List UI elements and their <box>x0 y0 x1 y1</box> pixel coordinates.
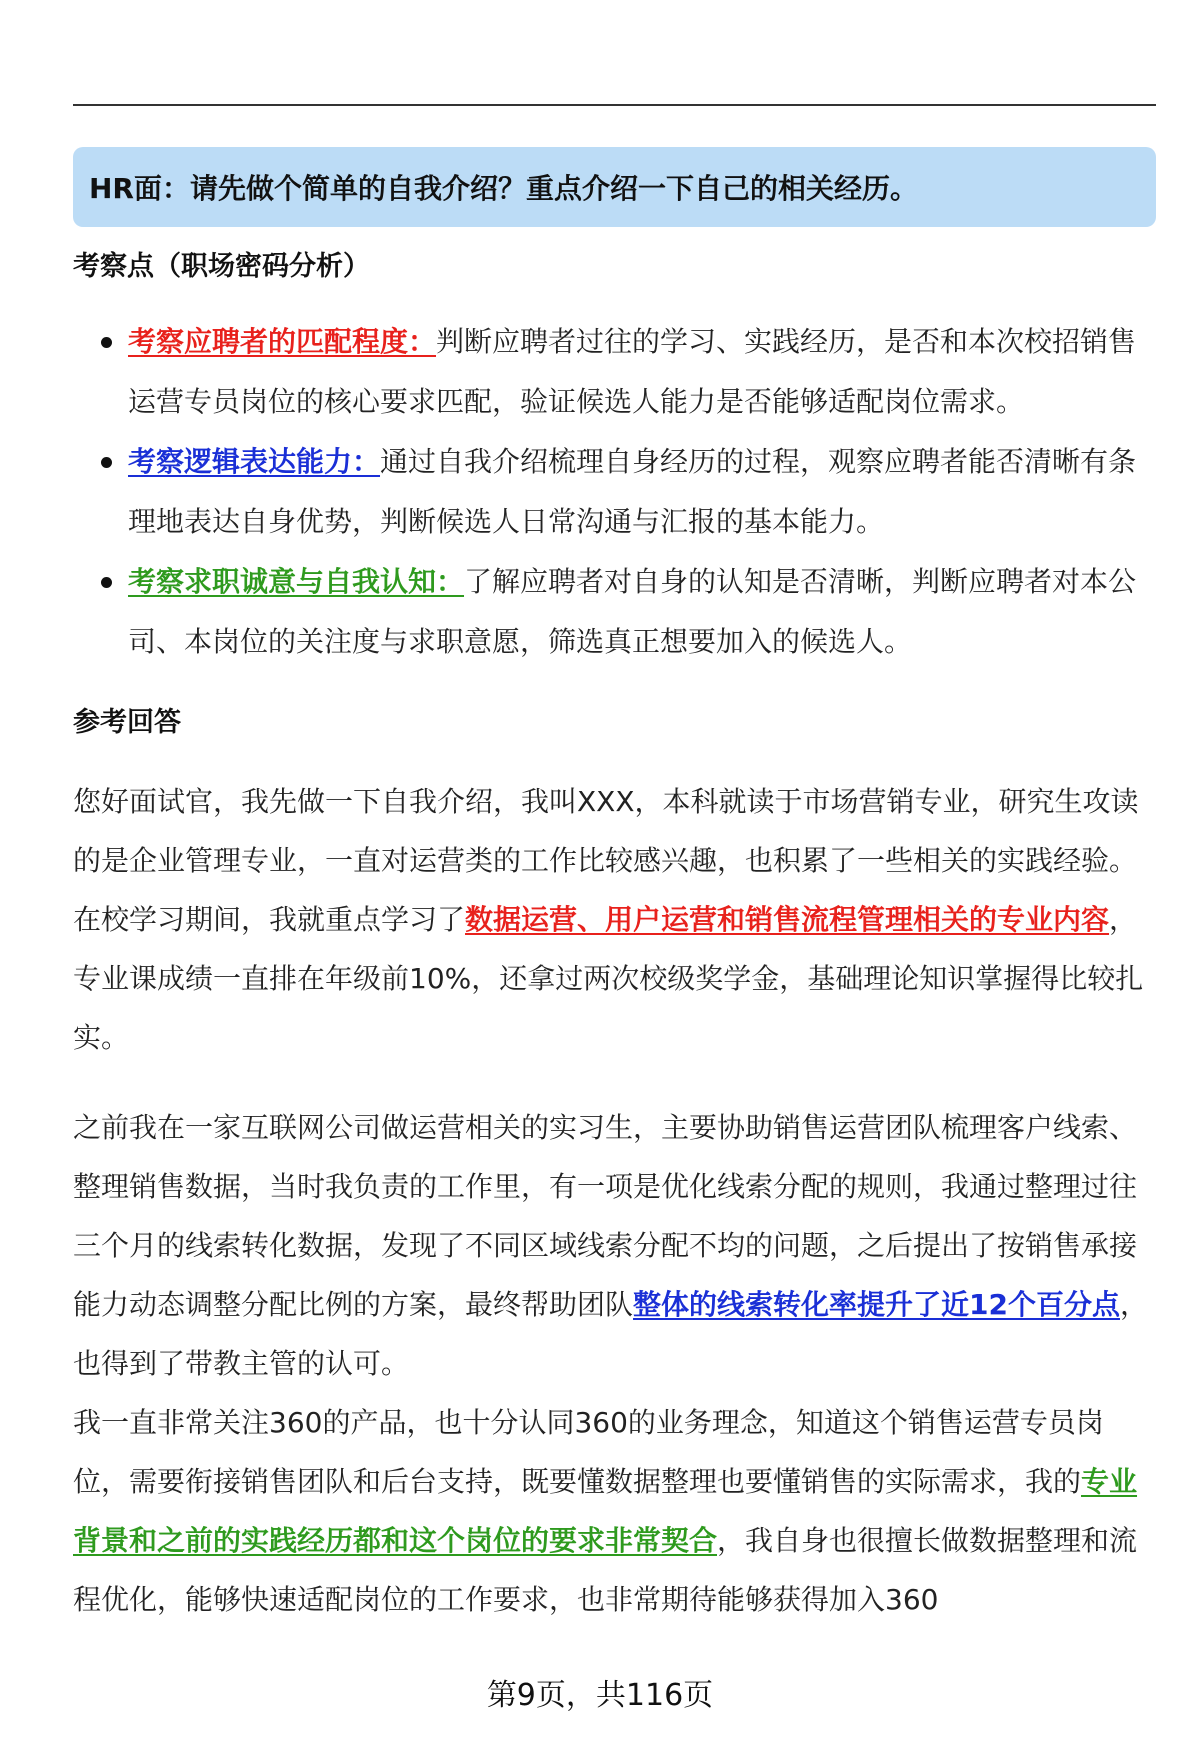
question-banner <box>73 147 1156 227</box>
answer-text: ，我自身也很擅长做数据整理和流程优化，能够快速适配岗位的工作要求，也非常期待能够获得加入360 <box>73 1524 1138 1616</box>
section-title-points: 考察点（职场密码分析） <box>73 251 370 282</box>
answer-highlight: 整体的线索转化率提升了近12个百分点 <box>633 1288 1120 1321</box>
list-item <box>73 432 1156 552</box>
bullet-icon <box>101 457 112 468</box>
point-key: 考察逻辑表达能力： <box>128 445 381 478</box>
point-key: 考察求职诚意与自我认知： <box>128 565 465 598</box>
answer-paragraph-2 <box>73 1098 1156 1393</box>
answer-highlight: 专业背景和之前的实践经历都和这个岗位的要求非常契合 <box>73 1465 1138 1557</box>
answer-text: ，专业课成绩一直排在年级前10%，还拿过两次校级奖学金，基础理论知识掌握得比较扎实。 <box>73 903 1144 1054</box>
answer-text: 您好面试官，我先做一下自我介绍，我叫XXX，本科就读于市场营销专业，研究生攻读的是企业管理专业，一直对运营类的工作比较感兴趣，也积累了一些相关的实践经验。在校学习期间，我就重点学习了 <box>73 785 1139 936</box>
section-title-answer: 参考回答 <box>73 707 181 738</box>
answer-text: 我一直非常关注360的产品，也十分认同360的业务理念，知道这个销售运营专员岗位，需要衔接销售团队和后台支持，既要懂数据整理也要懂销售的实际需求，我的 <box>73 1406 1104 1498</box>
top-divider <box>73 104 1156 106</box>
points-list <box>73 312 1156 672</box>
point-text: 判断应聘者过往的学习、实践经历，是否和本次校招销售运营专员岗位的核心要求匹配，验证候选人能力是否能够适配岗位需求。 <box>128 325 1137 418</box>
bullet-icon <box>101 337 112 348</box>
answer-paragraph-1 <box>73 772 1156 1067</box>
page-number: 第9页，共116页 <box>486 1678 714 1713</box>
bullet-icon <box>101 577 112 588</box>
answer-text: ，也得到了带教主管的认可。 <box>73 1288 1148 1380</box>
question-text: HR面：请先做个简单的自我介绍？重点介绍一下自己的相关经历。 <box>89 172 918 205</box>
list-item <box>73 312 1156 432</box>
list-item <box>73 552 1156 672</box>
answer-paragraph-3 <box>73 1393 1156 1629</box>
point-text: 通过自我介绍梳理自身经历的过程，观察应聘者能否清晰有条理地表达自身优势，判断候选人日常沟通与汇报的基本能力。 <box>128 445 1137 538</box>
answer-text: 之前我在一家互联网公司做运营相关的实习生，主要协助销售运营团队梳理客户线索、整理销售数据，当时我负责的工作里，有一项是优化线索分配的规则，我通过整理过往三个月的线索转化数据，发现了不同区域线索分配不均的问题，之后提出了按销售承接能力动态调整分配比例的方案，最终帮助团队 <box>73 1111 1138 1321</box>
answer-highlight: 数据运营、用户运营和销售流程管理相关的专业内容 <box>465 903 1110 936</box>
point-key: 考察应聘者的匹配程度： <box>128 325 437 358</box>
point-text: 了解应聘者对自身的认知是否清晰，判断应聘者对本公司、本岗位的关注度与求职意愿，筛选真正想要加入的候选人。 <box>128 565 1137 658</box>
